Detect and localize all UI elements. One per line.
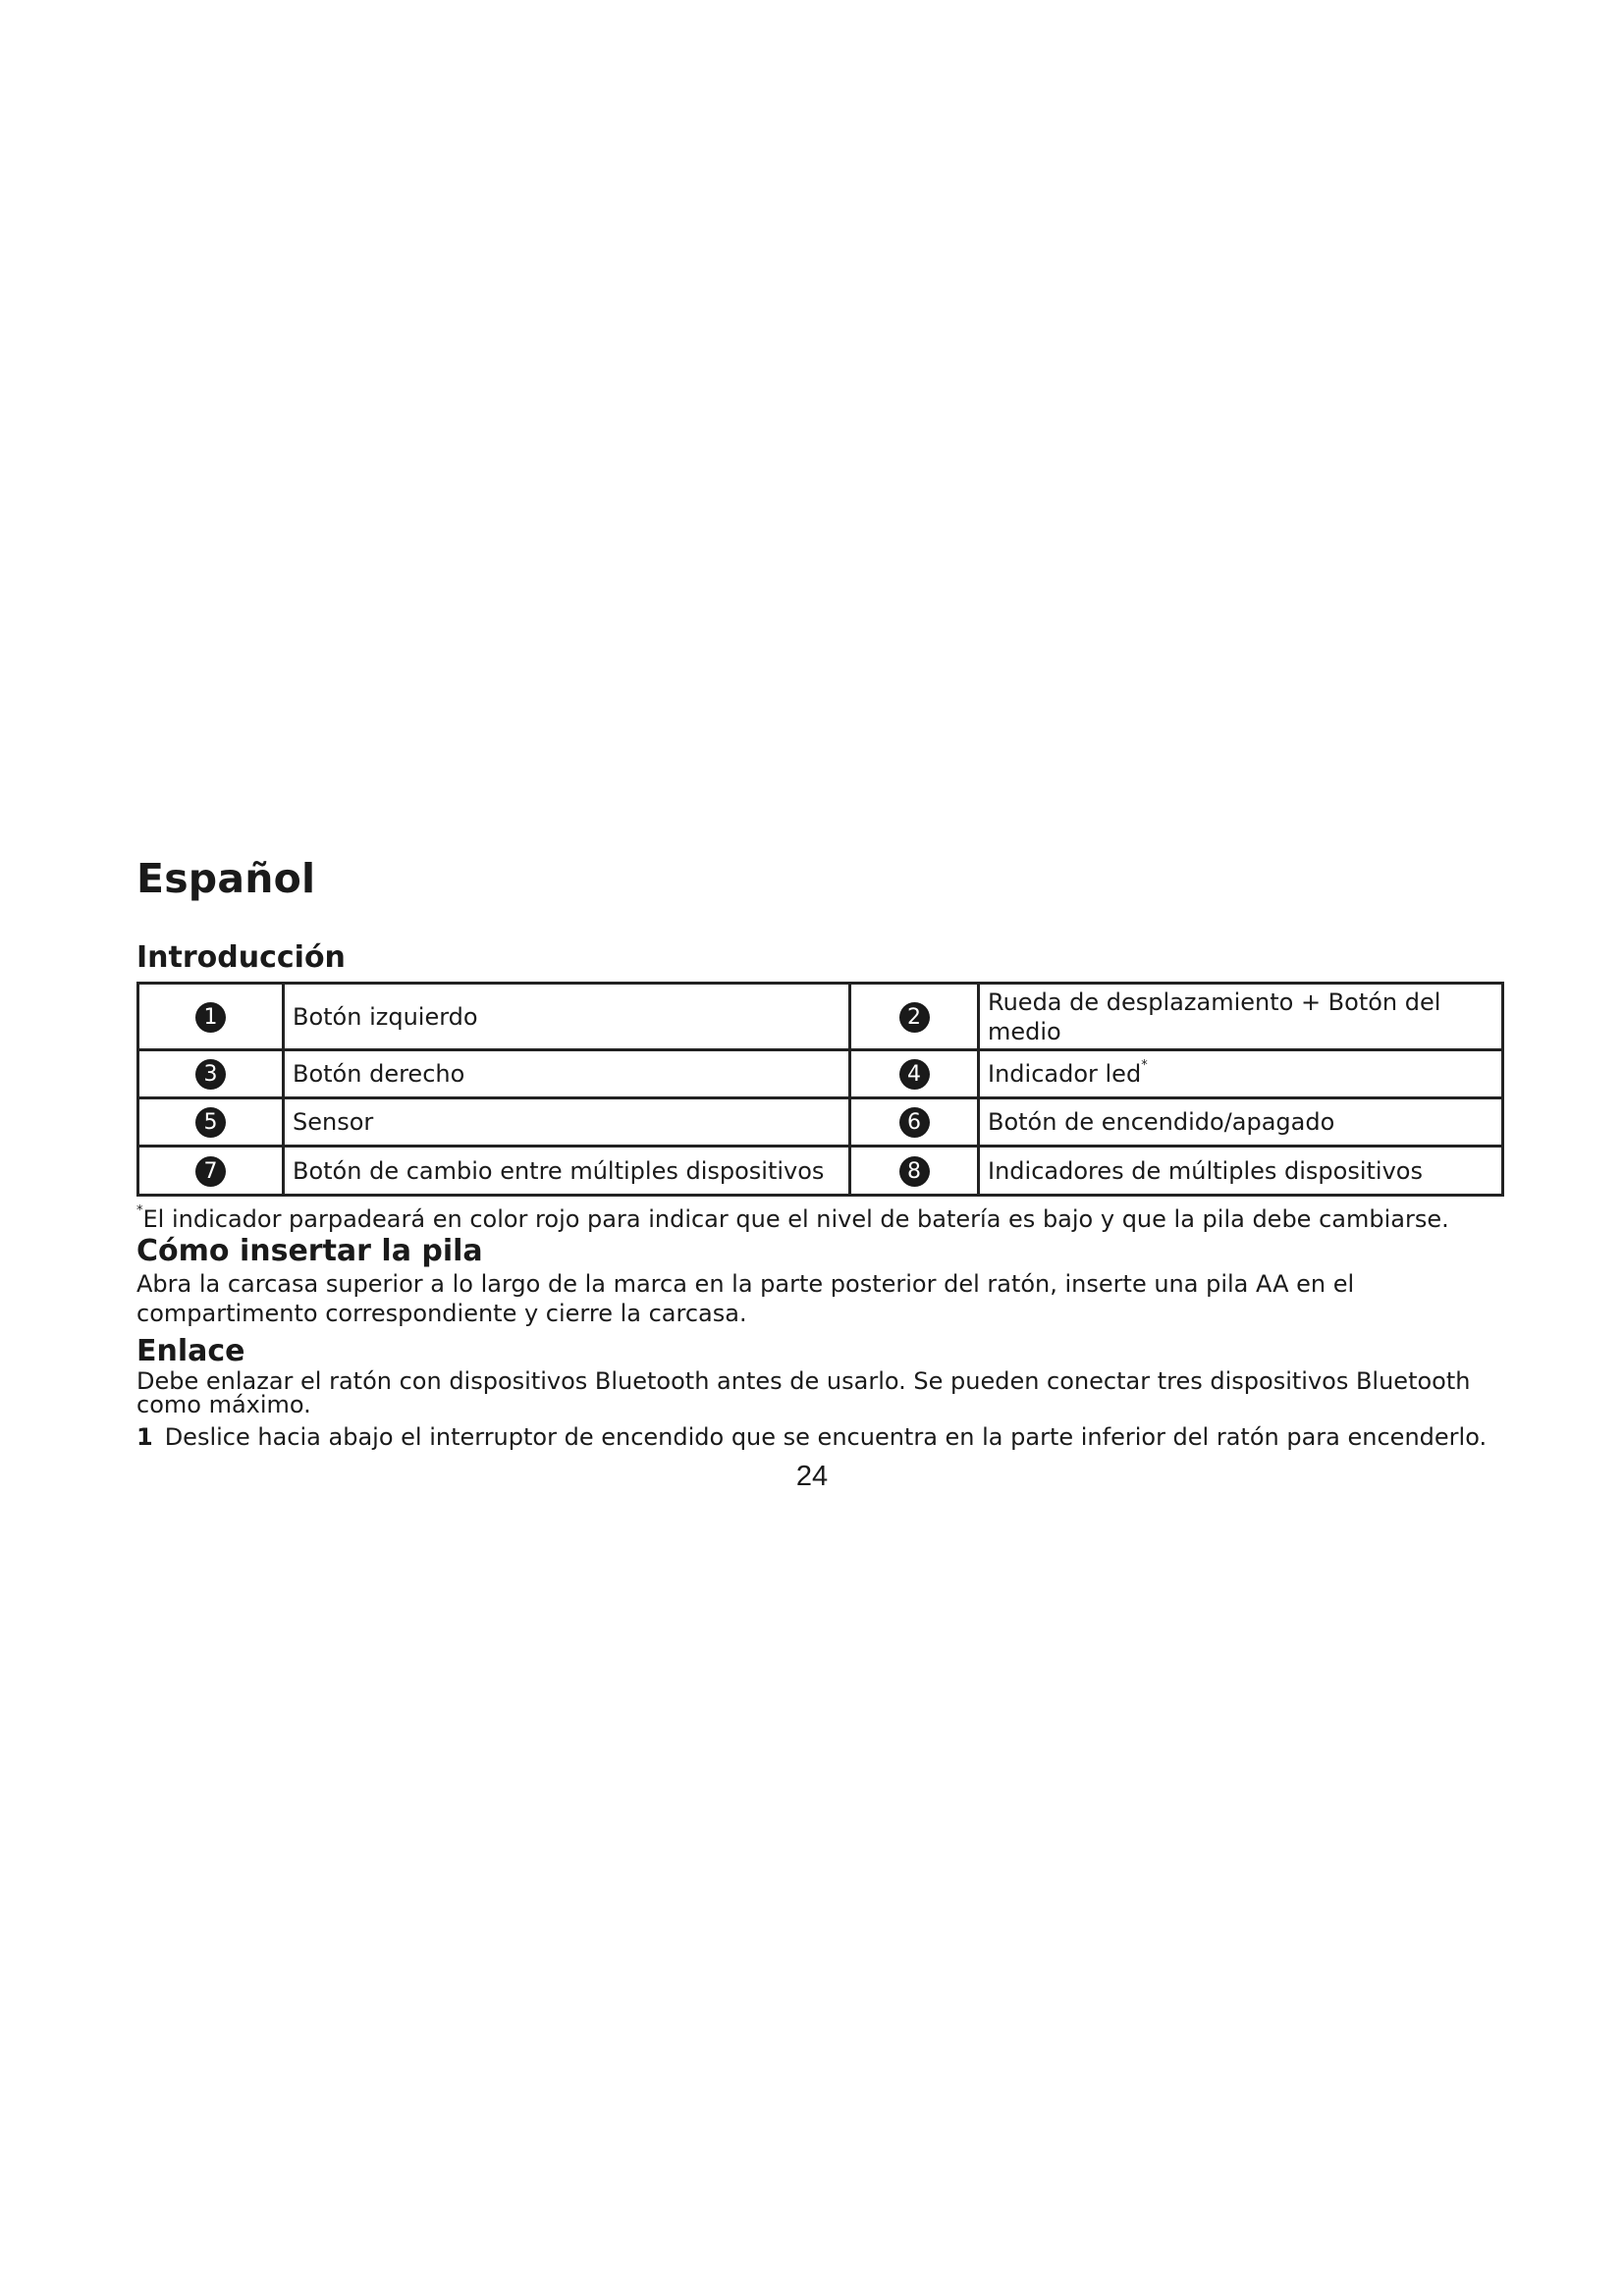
step-number: 1 — [136, 1423, 153, 1451]
part-label: Botón derecho — [284, 1050, 850, 1098]
battery-title: Cómo insertar la pila — [136, 1234, 483, 1268]
table-row — [138, 984, 1503, 1050]
led-footnote — [136, 1204, 1501, 1234]
part-number-cell — [850, 1147, 979, 1196]
pairing-title: Enlace — [136, 1334, 245, 1368]
part-label: Botón izquierdo — [284, 984, 850, 1050]
part-label-cell — [979, 1050, 1503, 1098]
part-number-badge: 4 — [899, 1059, 930, 1090]
language-title: Español — [136, 855, 316, 902]
pairing-text: Debe enlazar el ratón con dispositivos Bluetooth antes de usarlo. Se pueden conectar tres dispositivos Bluetooth como máximo. — [136, 1367, 1471, 1418]
part-number-badge: 8 — [899, 1156, 930, 1187]
footnote-text: El indicador parpadeará en color rojo para indicar que el nivel de batería es bajo y que la pila debe cambiarse. — [142, 1205, 1449, 1233]
part-number-cell — [138, 1147, 284, 1196]
part-number-badge: 3 — [195, 1059, 226, 1090]
part-label: Botón de cambio entre múltiples dispositivos — [284, 1147, 850, 1196]
footnote-marker: * — [1141, 1058, 1148, 1073]
part-label: Indicador led — [988, 1060, 1142, 1088]
intro-title: Introducción — [136, 940, 346, 975]
table-row — [138, 1050, 1503, 1098]
footnote-marker: * — [136, 1203, 143, 1218]
part-number-cell — [138, 1050, 284, 1098]
part-number-badge: 5 — [195, 1107, 226, 1138]
part-number-cell — [850, 1098, 979, 1147]
part-label: Sensor — [284, 1098, 850, 1147]
part-number-cell — [850, 984, 979, 1050]
step-text: Deslice hacia abajo el interruptor de encendido que se encuentra en la parte inferior del ratón para encenderlo. — [164, 1423, 1488, 1451]
pairing-step — [136, 1422, 1501, 1452]
part-label: Botón de encendido/apagado — [979, 1098, 1503, 1147]
manual-page — [136, 854, 1501, 1452]
part-number-cell — [850, 1050, 979, 1098]
part-number-badge: 7 — [195, 1156, 226, 1187]
part-label: Indicadores de múltiples dispositivos — [979, 1147, 1503, 1196]
table-row — [138, 1098, 1503, 1147]
part-label: Rueda de desplazamiento + Botón del medio — [979, 984, 1503, 1050]
page-number: 24 — [795, 1461, 829, 1492]
part-number-badge: 2 — [899, 1002, 930, 1033]
part-number-cell — [138, 984, 284, 1050]
part-number-badge: 6 — [899, 1107, 930, 1138]
battery-text: Abra la carcasa superior a lo largo de la marca en la parte posterior del ratón, inserte una pila AA en el compartimento correspondiente y cierre la carcasa. — [136, 1270, 1355, 1327]
part-number-badge: 1 — [195, 1002, 226, 1033]
part-number-cell — [138, 1098, 284, 1147]
parts-table — [136, 982, 1504, 1197]
table-row — [138, 1147, 1503, 1196]
